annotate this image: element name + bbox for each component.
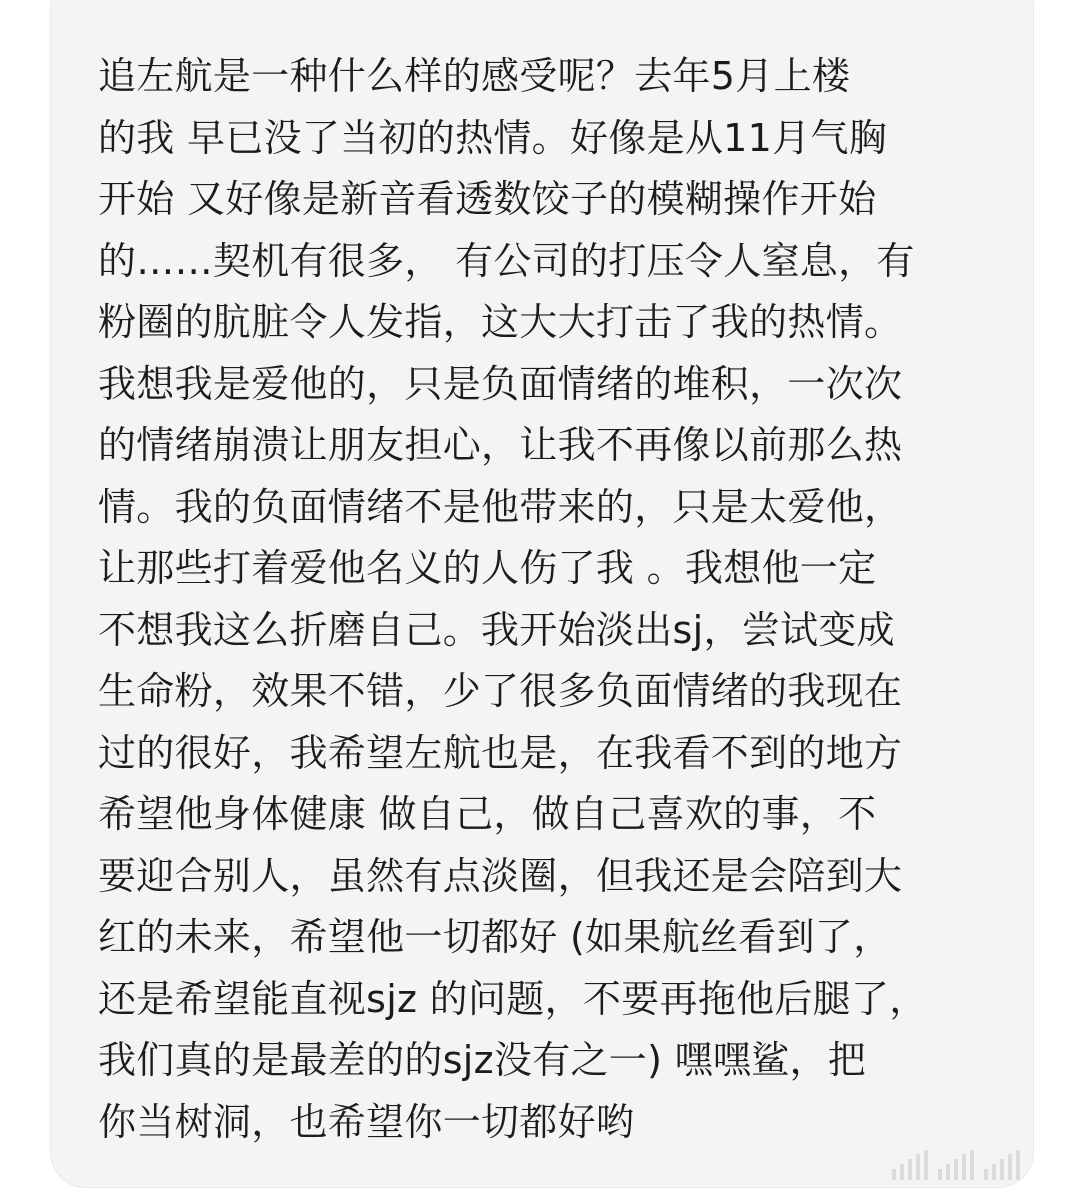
message-line: 红的未来，希望他一切都好 (如果航丝看到了， [98, 915, 892, 959]
message-line: 希望他身体健康 做自己，做自己喜欢的事，不 [98, 792, 877, 836]
message-line: 开始 又好像是新音看透数饺子的模糊操作开始 [98, 177, 877, 221]
message-line: 我想我是爱他的，只是负面情绪的堆积，一次次 [98, 361, 903, 406]
message-line: 追左航是一种什么样的感受呢？去年5月上楼 [98, 54, 851, 98]
message-line: 要迎合别人，虽然有点淡圈，但我还是会陪到大 [98, 853, 903, 898]
message-line: 过的很好，我希望左航也是，在我看不到的地方 [98, 730, 903, 775]
message-text [98, 46, 1018, 1153]
message-line: 不想我这么折磨自己。我开始淡出sj，尝试变成 [98, 607, 895, 652]
signal-bars-watermark-icon [890, 1145, 1030, 1185]
message-line: 我们真的是最差的的sjz没有之一) 嘿嘿鲨，把 [98, 1038, 867, 1082]
message-line: 生命粉，效果不错，少了很多负面情绪的我现在 [98, 669, 903, 713]
message-line: 让那些打着爱他名义的人伤了我 。我想他一定 [98, 546, 877, 590]
message-line: 粉圈的肮脏令人发指，这大大打击了我的热情。 [98, 300, 903, 344]
message-line: 的……契机有很多， 有公司的打压令人窒息，有 [98, 238, 915, 283]
message-line: 的我 早已没了当初的热情。好像是从11月气胸 [98, 115, 888, 160]
message-line: 你当树洞，也希望你一切都好哟 [98, 1099, 635, 1144]
message-line: 的情绪崩溃让朋友担心，让我不再像以前那么热 [98, 423, 903, 467]
message-line: 还是希望能直视sjz 的问题，不要再拖他后腿了， [98, 976, 928, 1021]
message-line: 情。我的负面情绪不是他带来的，只是太爱他， [98, 484, 903, 529]
